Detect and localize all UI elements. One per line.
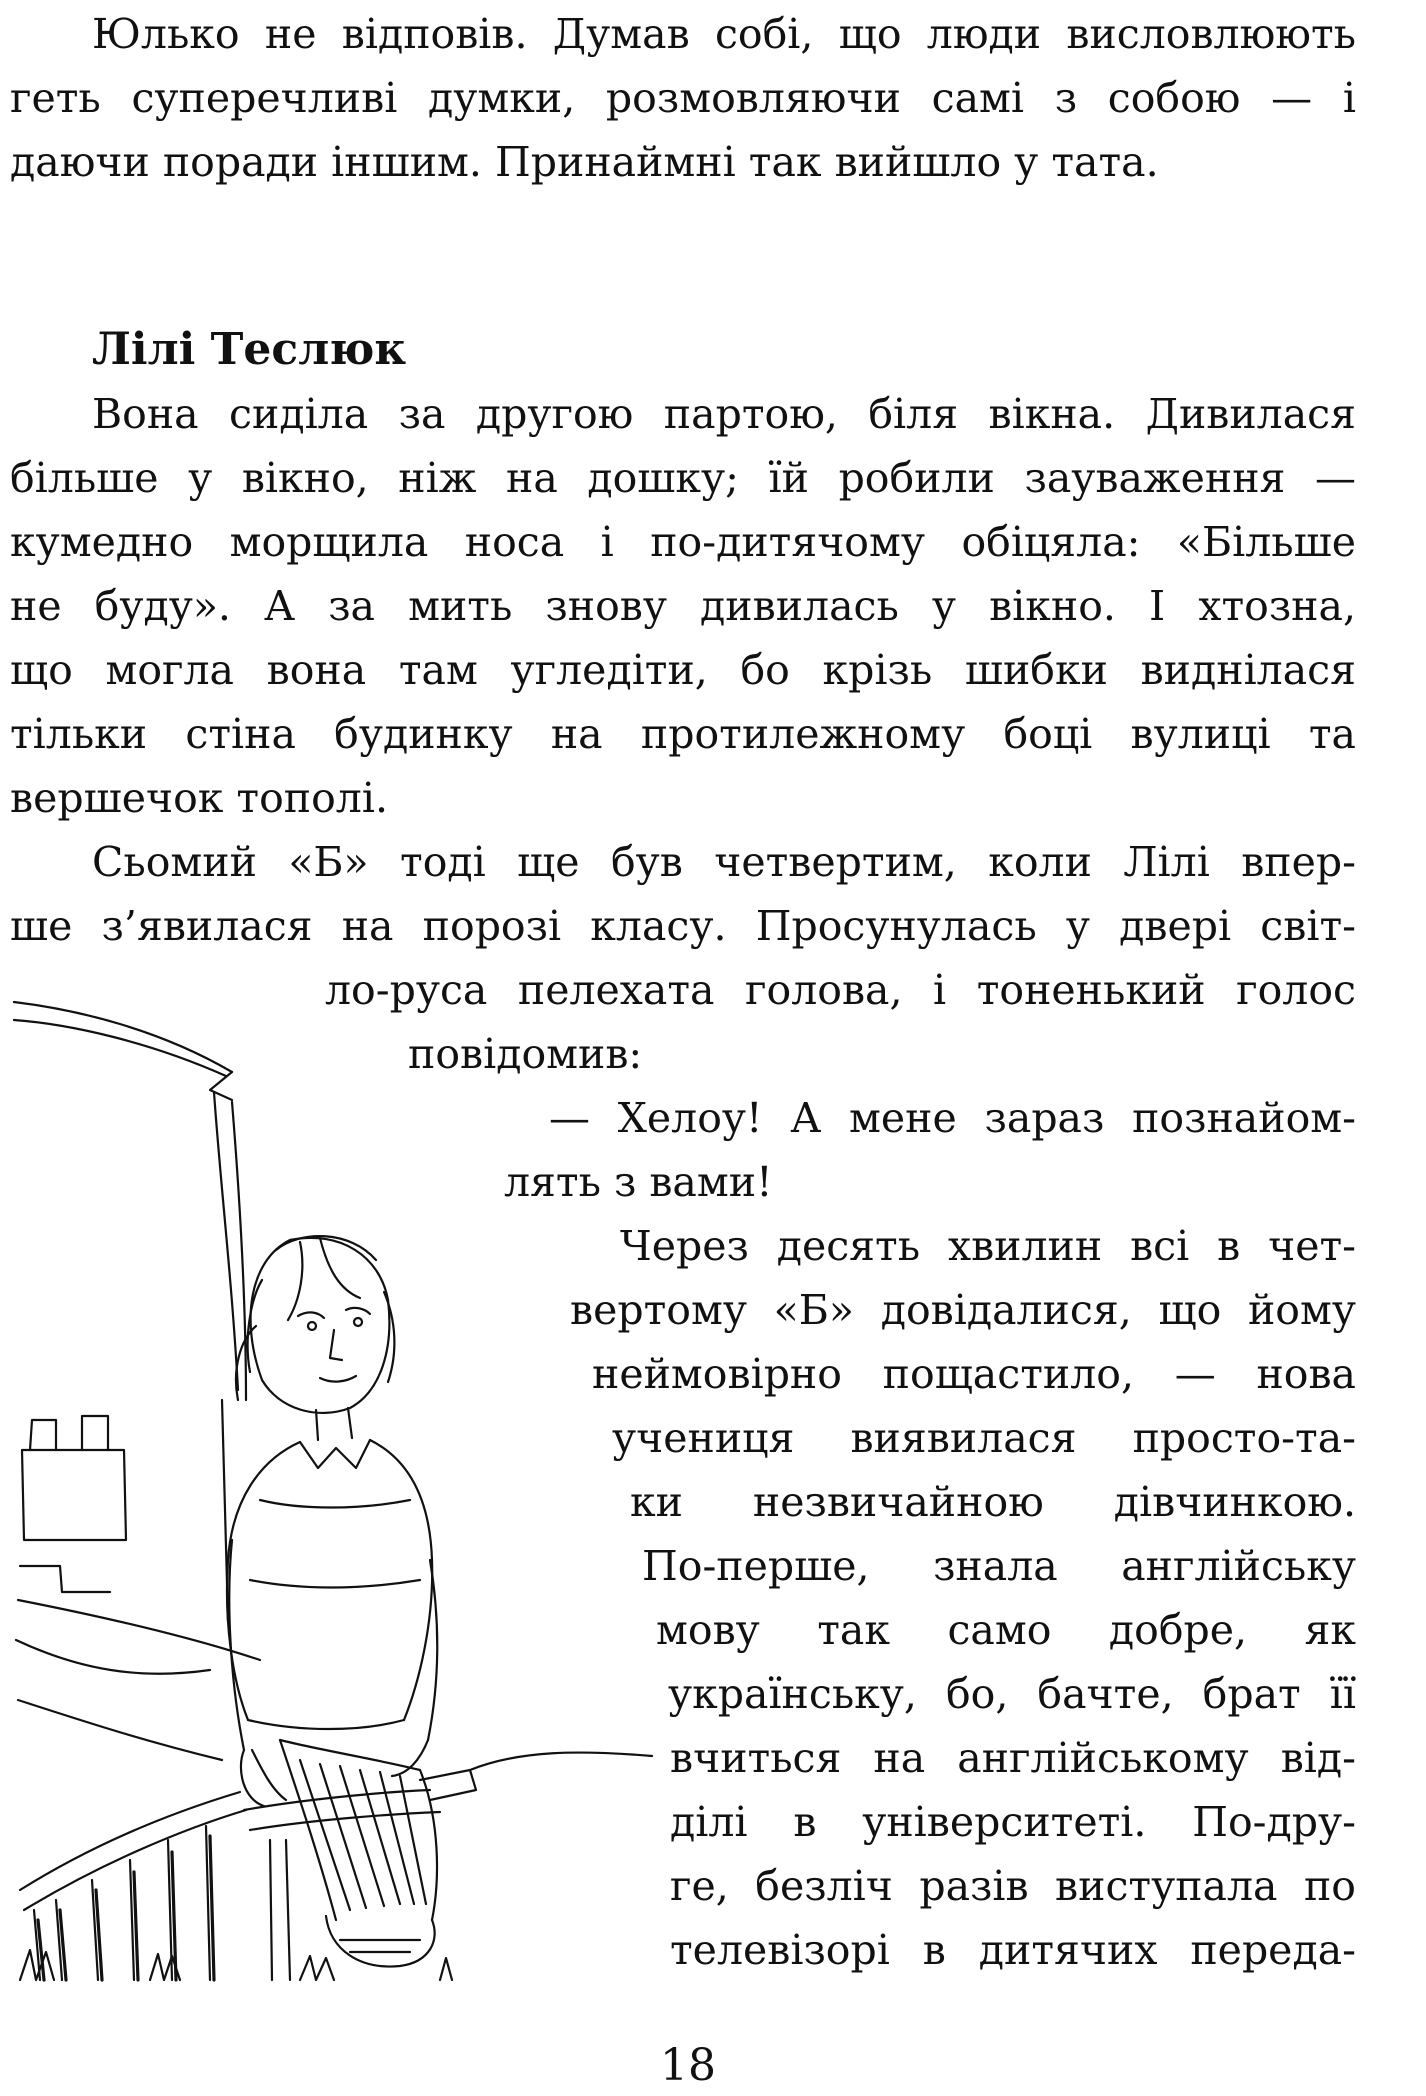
section-heading: Лілі Теслюк — [92, 324, 407, 375]
paragraph1-line-2: більше у вікно, ніж на дошку; їй робили зауваження — — [10, 454, 1356, 502]
paragraph2-line-1: Сьомий «Б» тоді ще був четвертим, коли Лілі впер- — [92, 838, 1356, 886]
paragraph2-line-3: ло-руса пелехата голова, і тоненький голос — [325, 966, 1356, 1014]
paragraph1-line-1: Вона сиділа за другою партою, біля вікна. Дивилася — [92, 390, 1356, 438]
dialogue-line-2: лять з вами! — [504, 1158, 773, 1206]
paragraph3-line-12: телевізорі в дитячих переда- — [670, 1926, 1356, 1974]
paragraph3-line-2: вертому «Б» довідалися, що йому — [570, 1286, 1356, 1334]
paragraph3-line-11: ге, безліч разів виступала по — [670, 1862, 1356, 1910]
paragraph3-line-5: ки незвичайною дівчинкою. — [630, 1478, 1356, 1526]
intro-line-2: геть суперечливі думки, розмовляючи самі з собою — і — [10, 74, 1356, 122]
paragraph3-line-4: учениця виявилася просто-та- — [612, 1414, 1356, 1462]
paragraph2-line-4: повідомив: — [408, 1030, 643, 1078]
paragraph3-line-9: вчиться на англійському від- — [670, 1734, 1356, 1782]
paragraph3-line-10: ділі в університеті. По-дру- — [670, 1798, 1356, 1846]
paragraph3-line-6: По-перше, знала англійську — [642, 1542, 1356, 1590]
dialogue-line-1: — Хелоу! А мене зараз познайом- — [549, 1094, 1356, 1142]
paragraph1-line-6: тільки стіна будинку на протилежному боці вулиці та — [10, 710, 1356, 758]
paragraph1-line-5: що могла вона там угледіти, бо крізь шибки виднілася — [10, 646, 1356, 694]
paragraph1-line-4: не буду». А за мить знову дивилась у вікно. І хтозна, — [10, 582, 1356, 630]
intro-line-1: Юлько не відповів. Думав собі, що люди висловлюють — [92, 10, 1356, 58]
paragraph3-line-3: неймовірно пощастило, — нова — [592, 1350, 1356, 1398]
girl-on-bench-illustration — [0, 980, 670, 1990]
paragraph1-line-7: вершечок тополі. — [10, 774, 388, 822]
paragraph2-line-2: ше з’явилася на порозі класу. Просунулась у двері світ- — [10, 902, 1356, 950]
paragraph3-line-7: мову так само добре, як — [656, 1606, 1356, 1654]
page-number: 18 — [660, 2040, 716, 2091]
paragraph1-line-3: кумедно морщила носа і по-дитячому обіцяла: «Більше — [10, 518, 1356, 566]
paragraph3-line-8: українську, бо, бачте, брат її — [668, 1670, 1356, 1718]
intro-line-3: даючи поради іншим. Принаймні так вийшло у тата. — [10, 138, 1159, 186]
paragraph3-line-1: Через десять хвилин всі в чет- — [620, 1222, 1356, 1270]
